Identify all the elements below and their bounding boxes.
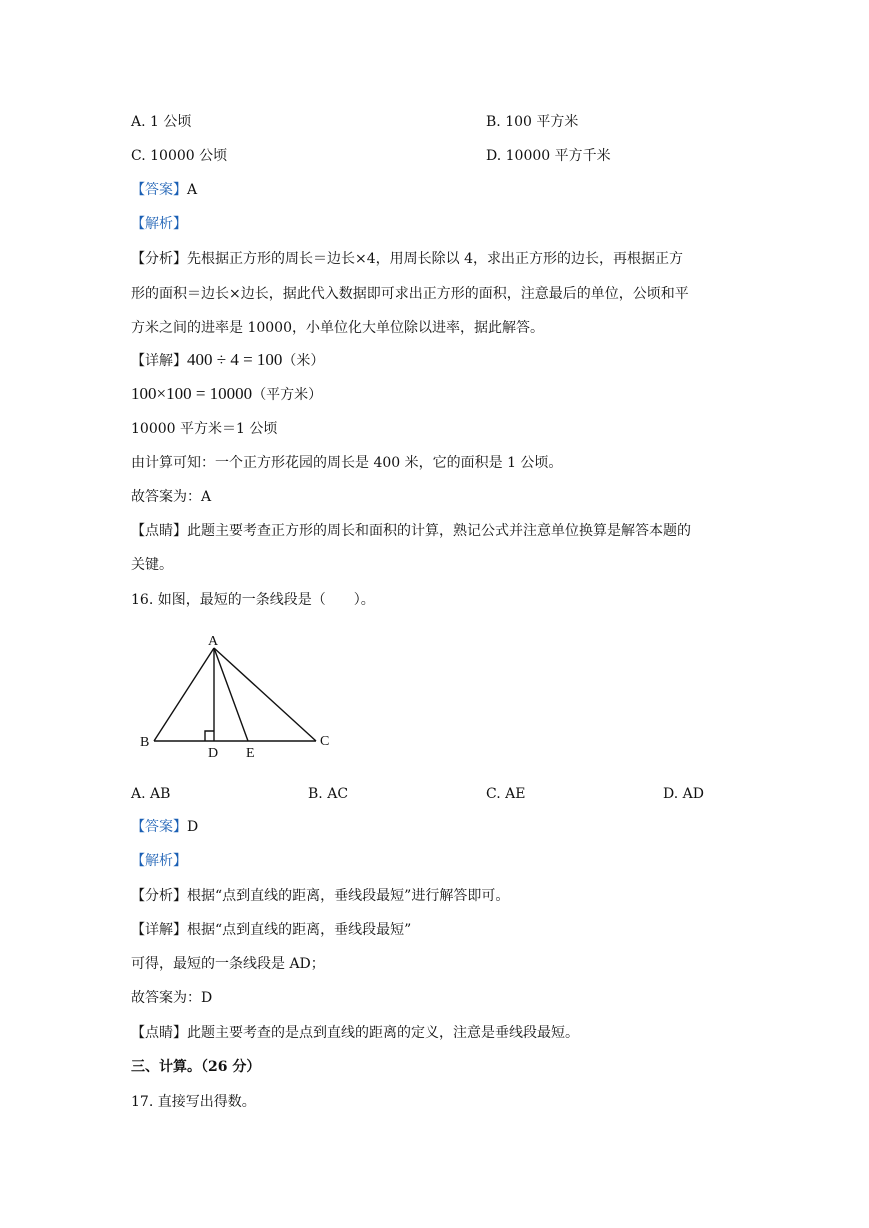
q15-option-a: A. 1 公顷 [131,114,192,130]
q16-triangle-figure [130,628,350,763]
label-e: E [246,746,255,761]
q15-conversion: 10000 平方米＝1 公顷 [131,421,278,437]
q16-analysis-tag: 【解析】 [131,853,187,869]
q15-option-c: C. 10000 公顷 [131,148,228,164]
q15-answer: 【答案】A [131,182,198,198]
q16-result: 可得，最短的一条线段是 AD； [131,956,325,972]
section-3-title: 三、计算。（26 分） [131,1059,261,1075]
q16-option-d: D. AD [663,786,704,802]
q15-option-d: D. 10000 平方千米 [486,148,611,164]
segment-ac [214,648,316,741]
q15-calc-1: 【详解】400 ÷ 4 = 100（米） [131,350,325,369]
q15-option-b: B. 100 平方米 [486,114,579,130]
label-b: B [140,735,150,750]
q16-option-b: B. AC [308,786,349,802]
q16-final: 故答案为：D [131,990,213,1006]
label-c: C [320,734,330,749]
q15-fenxi-line-2: 形的面积＝边长×边长，据此代入数据即可求出正方形的面积，注意最后的单位，公顷和平 [131,286,689,302]
q16-stem: 16. 如图，最短的一条线段是（ ）。 [131,592,375,608]
q15-fenxi-line-3: 方米之间的进率是 10000，小单位化大单位除以进率，据此解答。 [131,320,544,336]
q16-answer: 【答案】D [131,819,199,835]
label-a: A [208,634,219,649]
q16-dianjing: 【点睛】此题主要考查的是点到直线的距离的定义，注意是垂线段最短。 [131,1025,579,1041]
q15-analysis-tag: 【解析】 [131,216,187,232]
q15-result: 由计算可知：一个正方形花园的周长是 400 米，它的面积是 1 公顷。 [131,455,563,471]
q16-option-c: C. AE [486,786,526,802]
right-angle-mark [205,731,214,741]
segment-ae [214,648,248,741]
q15-fenxi-line-1: 【分析】先根据正方形的周长＝边长×4，用周长除以 4，求出正方形的边长，再根据正方 [131,251,683,267]
q15-final: 故答案为：A [131,489,212,505]
q15-dianjing-line-1: 【点睛】此题主要考查正方形的周长和面积的计算，熟记公式并注意单位换算是解答本题的 [131,523,691,539]
q15-dianjing-line-2: 关键。 [131,557,173,573]
q17-stem: 17. 直接写出得数。 [131,1094,256,1110]
label-d: D [208,746,219,761]
segment-ab [154,648,214,741]
q16-fenxi: 【分析】根据“点到直线的距离，垂线段最短”进行解答即可。 [131,888,510,904]
q16-xiangjie: 【详解】根据“点到直线的距离，垂线段最短” [131,922,412,938]
q16-option-a: A. AB [131,786,171,802]
q15-calc-2: 100×100 = 10000（平方米） [131,384,323,403]
